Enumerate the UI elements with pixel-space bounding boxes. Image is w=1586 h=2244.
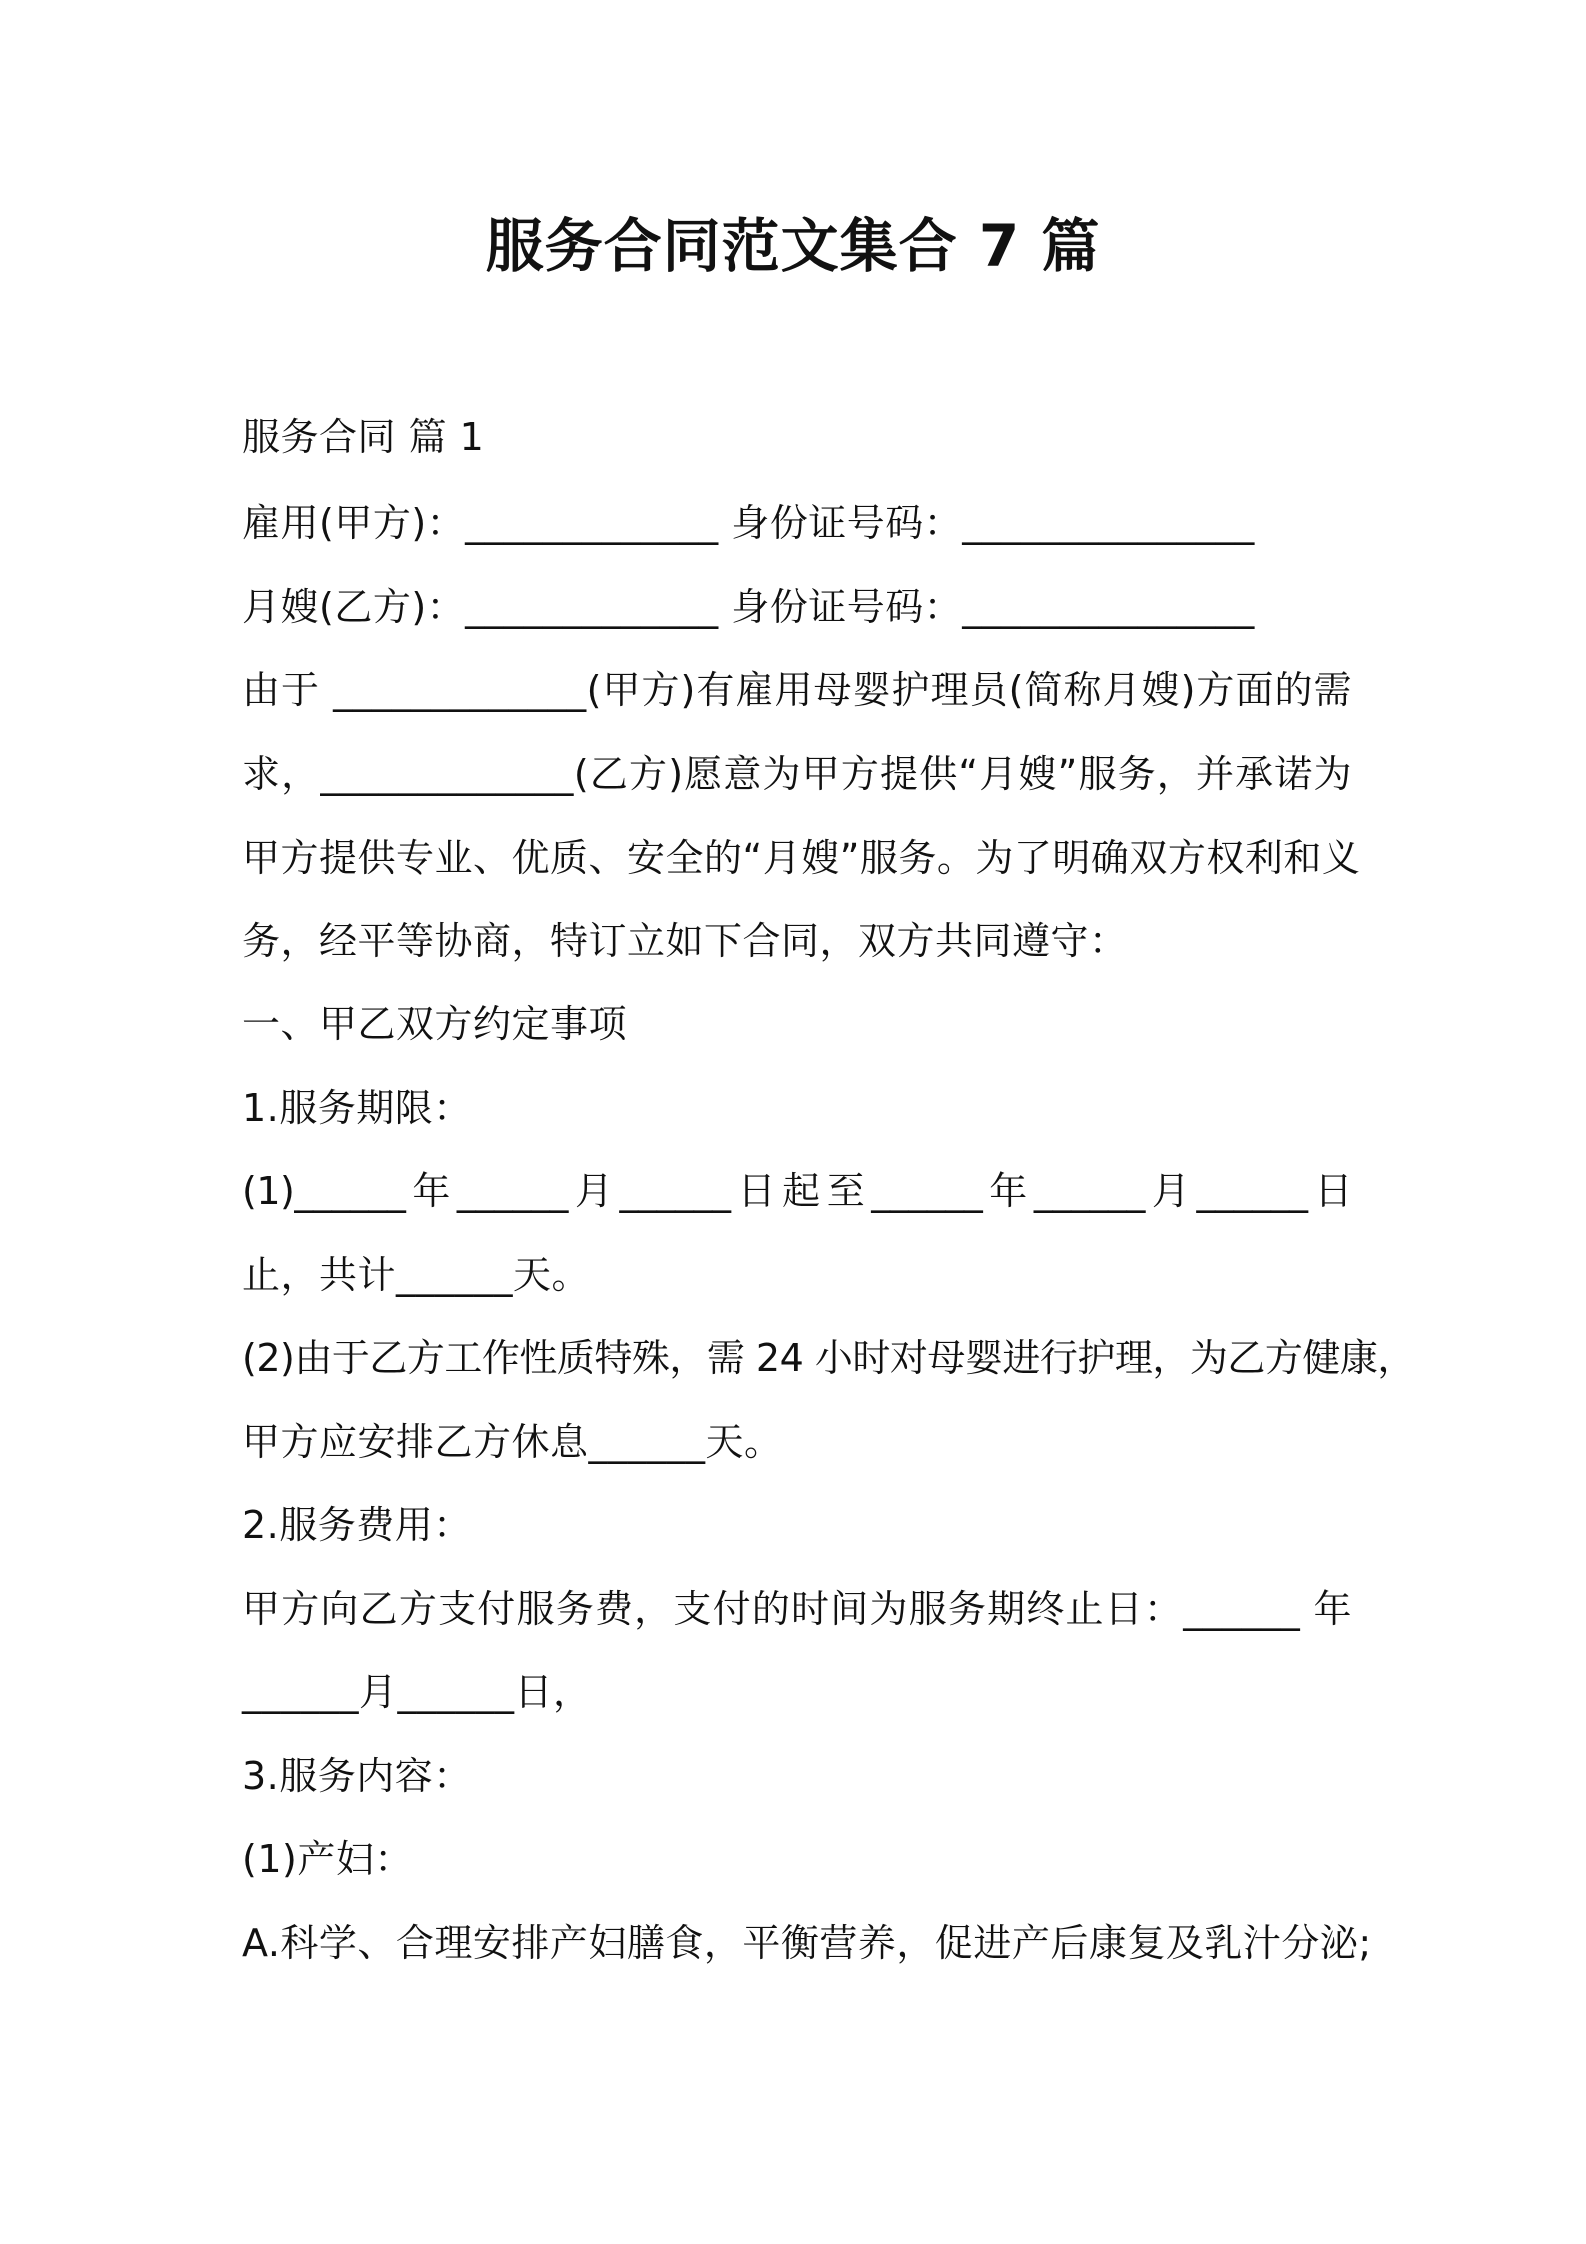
- clause-item: (2)由于乙方工作性质特殊，需 24 小时对母婴进行护理，为乙方健康，: [242, 1336, 1415, 1380]
- clause-item: A.科学、合理安排产妇膳食，平衡营养，促进产后康复及乳汁分泌;: [242, 1921, 1372, 1965]
- section-heading-contract-1: 服务合同 篇 1: [242, 415, 485, 459]
- clause-item: (1)______年______月______日起至______年______月______日: [242, 1169, 1352, 1213]
- clause-item: 止，共计______天。: [242, 1253, 591, 1297]
- section-heading: 一、甲乙双方约定事项: [242, 1002, 628, 1046]
- party-b-line: 月嫂(乙方)：_____________ 身份证号码：_______________: [242, 585, 1255, 629]
- clause-item: ______月______日，: [242, 1670, 592, 1714]
- clause-heading: 3.服务内容：: [242, 1754, 472, 1798]
- body-paragraph-line: 由于 _____________(甲方)有雇用母婴护理员(简称月嫂)方面的需: [242, 668, 1352, 712]
- clause-item: 甲方向乙方支付服务费，支付的时间为服务期终止日：______ 年: [242, 1587, 1352, 1631]
- body-paragraph-line: 求，_____________(乙方)愿意为甲方提供“月嫂”服务，并承诺为: [242, 752, 1352, 796]
- clause-heading: 2.服务费用：: [242, 1503, 472, 1547]
- document-title: 服务合同范文集合 7 篇: [485, 212, 1101, 280]
- body-paragraph-line: 务，经平等协商，特订立如下合同，双方共同遵守：: [242, 919, 1128, 963]
- body-paragraph-line: 甲方提供专业、优质、安全的“月嫂”服务。为了明确双方权利和义: [242, 836, 1361, 880]
- clause-heading: 1.服务期限：: [242, 1086, 472, 1130]
- clause-item: 甲方应安排乙方休息______天。: [242, 1420, 783, 1464]
- clause-item: (1)产妇：: [242, 1837, 413, 1881]
- party-a-line: 雇用(甲方)：_____________ 身份证号码：_______________: [242, 501, 1255, 545]
